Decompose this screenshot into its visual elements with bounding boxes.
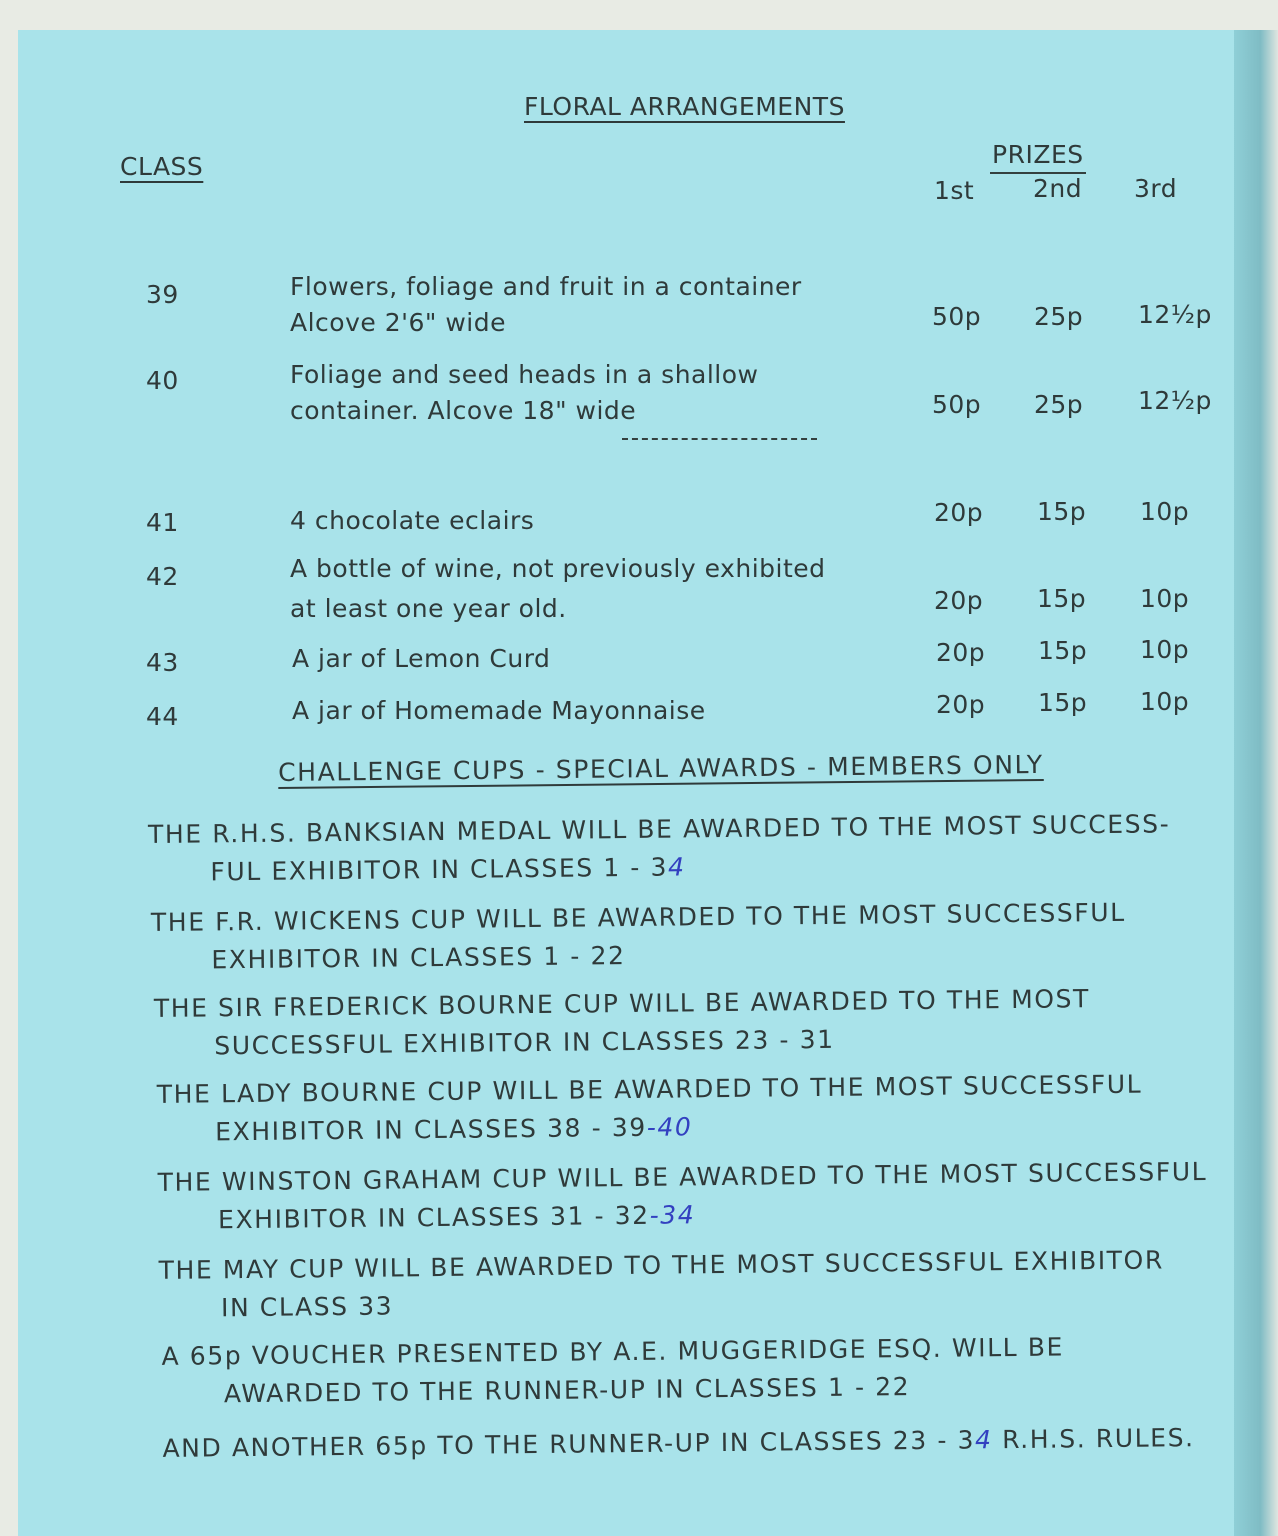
award-may-cup-line2: IN CLASS 33: [220, 1291, 394, 1323]
class-number: 40: [146, 366, 179, 395]
handwritten-correction: -40: [646, 1112, 693, 1142]
prize-third: 12½p: [1138, 300, 1212, 329]
handwritten-correction: 4: [974, 1425, 993, 1455]
prize-first: 20p: [934, 498, 984, 527]
prize-third: 10p: [1140, 687, 1190, 716]
award-may-cup-line1: THE MAY CUP WILL BE AWARDED TO THE MOST SUCCESSFUL EXHIBITOR: [158, 1245, 1164, 1285]
prize-third: 10p: [1140, 497, 1190, 526]
final-award-line: AND ANOTHER 65p TO THE RUNNER-UP IN CLASSES 23 - 34 R.H.S. RULES.: [162, 1423, 1195, 1463]
first-prize-header: 1st: [934, 176, 975, 205]
class-number: 41: [146, 508, 179, 537]
class-description: A bottle of wine, not previously exhibited: [290, 554, 826, 583]
prize-first: 20p: [934, 586, 984, 615]
class-description: A jar of Homemade Mayonnaise: [292, 696, 706, 725]
prize-third: 10p: [1140, 635, 1190, 664]
challenge-heading: CHALLENGE CUPS - SPECIAL AWARDS - MEMBERS ONLY: [278, 749, 1044, 787]
prize-second: 15p: [1037, 584, 1087, 613]
class-description: A jar of Lemon Curd: [292, 644, 551, 673]
prize-first: 20p: [936, 690, 986, 719]
award-winston-graham-line2: EXHIBITOR IN CLASSES 31 - 32-34: [217, 1200, 696, 1235]
award-wickens-line1: THE F.R. WICKENS CUP WILL BE AWARDED TO THE MOST SUCCESSFUL: [150, 897, 1126, 937]
prize-second: 15p: [1037, 497, 1087, 526]
prize-first: 50p: [932, 390, 982, 419]
class-description-cont: container. Alcove 18" wide: [290, 396, 637, 425]
class-header: CLASS: [120, 152, 204, 181]
prizes-header: PRIZES: [992, 140, 1084, 169]
prize-second: 25p: [1034, 390, 1084, 419]
class-description: 4 chocolate eclairs: [290, 506, 535, 535]
award-frederick-bourne-line1: THE SIR FREDERICK BOURNE CUP WILL BE AWARDED TO THE MOST: [153, 984, 1091, 1023]
handwritten-correction: -34: [649, 1200, 696, 1230]
prize-third: 12½p: [1138, 386, 1212, 415]
third-prize-header: 3rd: [1134, 174, 1178, 203]
second-prize-header: 2nd: [1033, 174, 1083, 203]
prize-second: 15p: [1038, 688, 1088, 717]
class-number: 39: [146, 280, 179, 309]
page-title: FLORAL ARRANGEMENTS: [524, 92, 845, 121]
award-winston-graham-line1: THE WINSTON GRAHAM CUP WILL BE AWARDED TO THE MOST SUCCESSFUL: [157, 1156, 1208, 1197]
handwritten-correction: 4: [667, 852, 686, 882]
prize-second: 15p: [1038, 636, 1088, 665]
class-description: Foliage and seed heads in a shallow: [290, 360, 759, 389]
award-lady-bourne-line2: EXHIBITOR IN CLASSES 38 - 39-40: [215, 1112, 693, 1147]
award-lady-bourne-line1: THE LADY BOURNE CUP WILL BE AWARDED TO THE MOST SUCCESSFUL: [156, 1069, 1143, 1109]
award-banksian-line2: FUL EXHIBITOR IN CLASSES 1 - 34: [210, 852, 686, 887]
award-frederick-bourne-line2: SUCCESSFUL EXHIBITOR IN CLASSES 23 - 31: [214, 1024, 835, 1061]
class-number: 44: [146, 702, 179, 731]
class-number: 43: [146, 648, 179, 677]
class-number: 42: [146, 562, 179, 591]
prize-first: 50p: [932, 302, 982, 331]
class-description: Flowers, foliage and fruit in a container: [290, 272, 802, 301]
prize-third: 10p: [1140, 584, 1190, 613]
award-voucher-line2: AWARDED TO THE RUNNER-UP IN CLASSES 1 - 22: [223, 1372, 911, 1409]
page-edge: [1234, 30, 1278, 1536]
class-description-cont: Alcove 2'6" wide: [290, 308, 506, 337]
section-divider: [622, 438, 817, 440]
award-wickens-line2: EXHIBITOR IN CLASSES 1 - 22: [211, 941, 626, 975]
prize-second: 25p: [1034, 302, 1084, 331]
award-banksian-line1: THE R.H.S. BANKSIAN MEDAL WILL BE AWARDED TO THE MOST SUCCESS-: [147, 809, 1171, 850]
class-description-cont: at least one year old.: [290, 594, 567, 623]
prize-first: 20p: [936, 638, 986, 667]
award-voucher-line1: A 65p VOUCHER PRESENTED BY A.E. MUGGERIDGE ESQ. WILL BE: [161, 1332, 1065, 1371]
